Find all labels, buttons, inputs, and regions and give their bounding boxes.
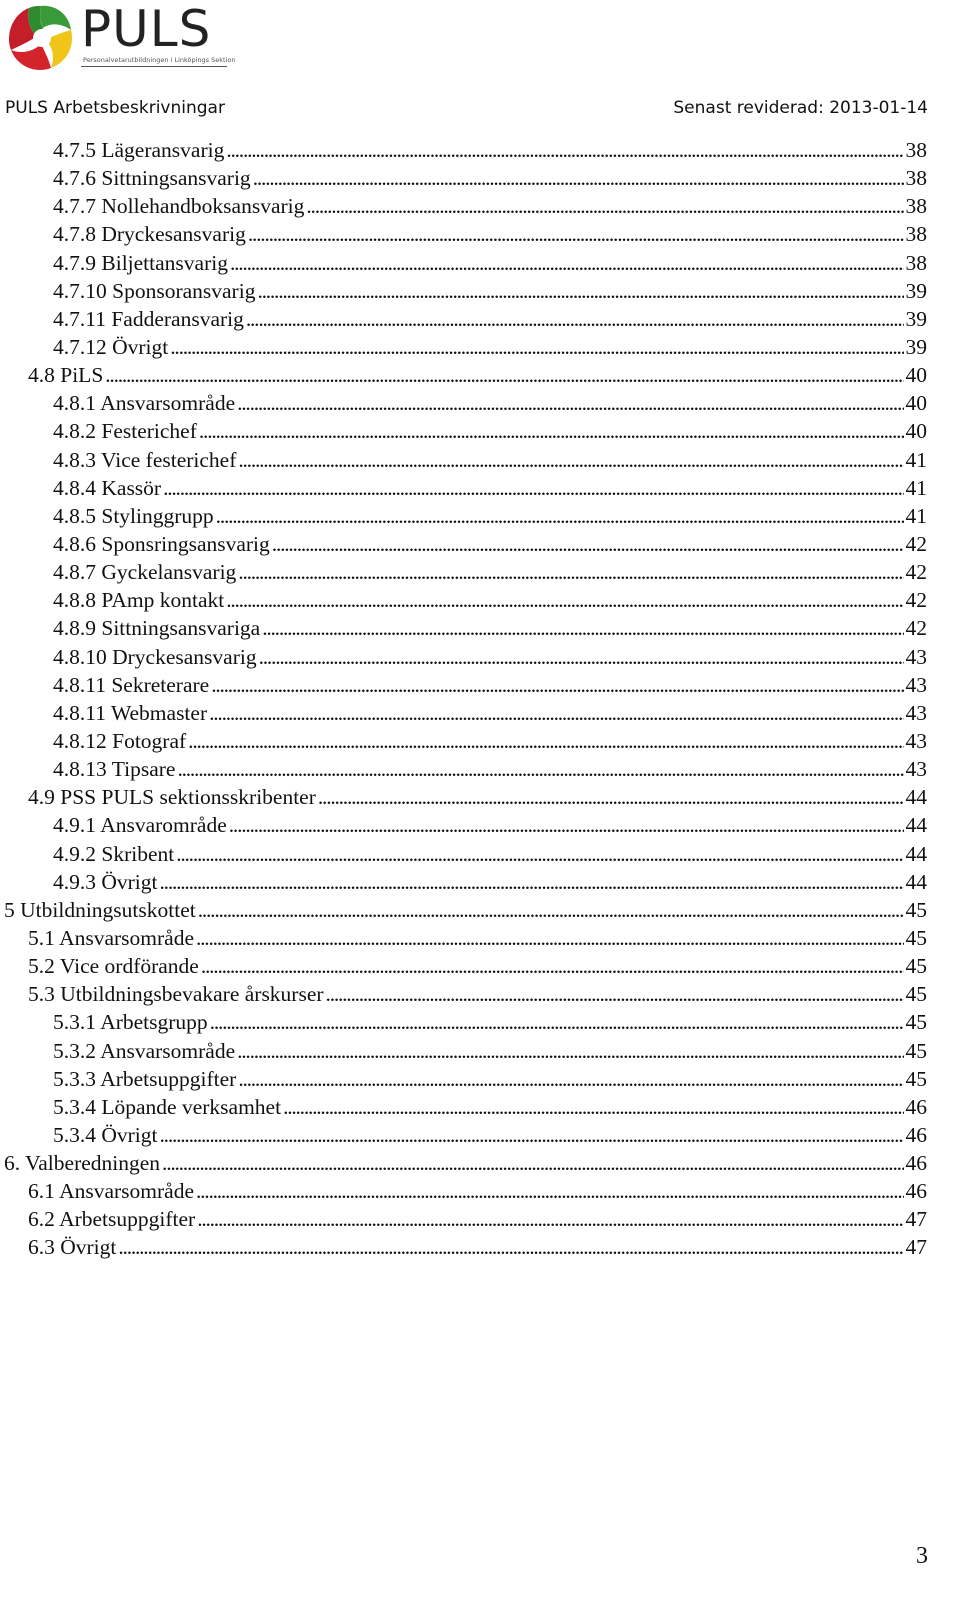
toc-dot-leader (176, 842, 903, 867)
toc-entry-page: 45 (905, 897, 927, 922)
toc-entry[interactable] (0, 194, 927, 222)
toc-entry-page: 45 (905, 1038, 927, 1063)
puls-logo-mark-icon (3, 0, 77, 74)
toc-entry-page: 47 (905, 1235, 927, 1260)
toc-dot-leader (253, 166, 904, 191)
toc-entry-title: 4.8.1 Ansvarsområde (53, 391, 236, 416)
toc-entry[interactable] (0, 222, 927, 250)
toc-dot-leader (196, 926, 904, 951)
page-number: 3 (916, 1543, 928, 1569)
toc-dot-leader (262, 616, 903, 641)
toc-entry[interactable] (0, 616, 927, 644)
toc-entry-title: 4.8.2 Festerichef (53, 419, 197, 444)
toc-dot-leader (197, 1207, 903, 1232)
toc-dot-leader (209, 701, 903, 726)
toc-entry-title: 5.3.3 Arbetsuppgifter (53, 1066, 237, 1091)
toc-entry-title: 5.3.1 Arbetsgrupp (53, 1010, 208, 1035)
toc-entry-page: 43 (905, 757, 927, 782)
toc-entry[interactable] (0, 532, 927, 560)
toc-entry-page: 41 (905, 475, 927, 500)
toc-entry[interactable] (0, 251, 927, 279)
logo-subtitle: Personalvetarutbildningen i Linköpings Sektion (83, 56, 236, 64)
toc-dot-leader (201, 954, 904, 979)
logo-divider (81, 66, 227, 67)
toc-dot-leader (306, 194, 903, 219)
toc-dot-leader (160, 1123, 904, 1148)
toc-entry-title: 4.7.6 Sittningsansvarig (53, 166, 251, 191)
toc-entry-page: 46 (905, 1094, 927, 1119)
toc-dot-leader (216, 504, 904, 529)
toc-entry-page: 38 (905, 222, 927, 247)
toc-entry-title: 4.8 PiLS (28, 363, 104, 388)
toc-dot-leader (238, 448, 903, 473)
toc-entry-page: 45 (905, 1010, 927, 1035)
toc-dot-leader (162, 1151, 903, 1176)
toc-dot-leader (226, 588, 903, 613)
toc-entry-title: 4.8.11 Webmaster (53, 700, 208, 725)
toc-entry[interactable] (0, 842, 927, 870)
toc-entry-title: 4.8.12 Fotograf (53, 728, 187, 753)
toc-entry-title: 5.3.4 Löpande verksamhet (53, 1094, 282, 1119)
toc-entry-page: 43 (905, 728, 927, 753)
toc-entry-title: 5.3.4 Övrigt (53, 1122, 158, 1147)
toc-entry-title: 4.8.13 Tipsare (53, 757, 176, 782)
toc-entry-title: 5.2 Vice ordförande (28, 954, 199, 979)
toc-entry[interactable] (0, 954, 927, 982)
toc-entry-page: 38 (905, 166, 927, 191)
toc-entry[interactable] (0, 476, 927, 504)
toc-entry-title: 4.9 PSS PULS sektionsskribenter (28, 785, 316, 810)
toc-dot-leader (259, 645, 904, 670)
toc-entry[interactable] (0, 504, 927, 532)
toc-entry[interactable] (0, 307, 927, 335)
toc-entry-title: 4.8.7 Gyckelansvarig (53, 560, 237, 585)
toc-entry-title: 4.8.8 PAmp kontakt (53, 588, 225, 613)
document-title: PULS Arbetsbeskrivningar (5, 98, 225, 118)
toc-entry[interactable] (0, 757, 927, 785)
toc-entry-page: 46 (905, 1179, 927, 1204)
toc-entry-title: 4.9.1 Ansvarområde (53, 813, 227, 838)
toc-entry-title: 4.9.3 Övrigt (53, 869, 158, 894)
toc-dot-leader (257, 279, 903, 304)
toc-entry-title: 4.8.6 Sponsringsansvarig (53, 531, 270, 556)
toc-entry[interactable] (0, 166, 927, 194)
toc-entry-page: 46 (905, 1151, 927, 1176)
toc-entry[interactable] (0, 926, 927, 954)
toc-entry[interactable] (0, 419, 927, 447)
toc-entry-page: 39 (905, 334, 927, 359)
toc-dot-leader (326, 982, 904, 1007)
toc-dot-leader (177, 757, 903, 782)
toc-entry[interactable] (0, 1151, 927, 1179)
toc-entry-title: 4.8.3 Vice festerichef (53, 447, 237, 472)
toc-entry[interactable] (0, 898, 927, 926)
toc-dot-leader (163, 476, 903, 501)
toc-dot-leader (237, 391, 903, 416)
toc-dot-leader (211, 673, 903, 698)
toc-entry-page: 40 (905, 391, 927, 416)
toc-dot-leader (198, 898, 904, 923)
toc-entry[interactable] (0, 1179, 927, 1207)
toc-entry-title: 6.2 Arbetsuppgifter (28, 1207, 196, 1232)
toc-entry-page: 47 (905, 1207, 927, 1232)
toc-entry-title: 5.3.2 Ansvarsområde (53, 1038, 236, 1063)
toc-entry[interactable] (0, 645, 927, 673)
toc-entry-page: 44 (905, 869, 927, 894)
toc-dot-leader (229, 813, 904, 838)
toc-entry-page: 39 (905, 278, 927, 303)
table-of-contents (0, 138, 960, 1264)
puls-logo (3, 0, 236, 74)
toc-entry-page: 45 (905, 982, 927, 1007)
toc-entry-title: 4.7.7 Nollehandboksansvarig (53, 194, 305, 219)
toc-dot-leader (188, 729, 903, 754)
toc-entry-title: 6. Valberedningen (4, 1151, 161, 1176)
toc-entry-title: 4.8.5 Stylinggrupp (53, 503, 214, 528)
toc-dot-leader (210, 1010, 904, 1035)
toc-entry-page: 43 (905, 672, 927, 697)
toc-dot-leader (283, 1095, 903, 1120)
toc-entry-page: 40 (905, 419, 927, 444)
toc-entry-page: 42 (905, 588, 927, 613)
toc-entry[interactable] (0, 1235, 927, 1263)
toc-entry-title: 4.7.11 Fadderansvarig (53, 306, 244, 331)
toc-entry[interactable] (0, 785, 927, 813)
toc-entry-page: 38 (905, 138, 927, 162)
toc-entry[interactable] (0, 701, 927, 729)
toc-entry-page: 44 (905, 813, 927, 838)
toc-entry-title: 6.3 Övrigt (28, 1235, 117, 1260)
toc-entry[interactable] (0, 279, 927, 307)
toc-dot-leader (246, 307, 904, 332)
toc-dot-leader (170, 335, 903, 360)
toc-entry[interactable] (0, 1010, 927, 1038)
toc-dot-leader (237, 1039, 903, 1064)
toc-entry[interactable] (0, 448, 927, 476)
toc-entry-title: 4.7.9 Biljettansvarig (53, 250, 228, 275)
toc-dot-leader (248, 222, 904, 247)
toc-entry-title: 4.8.4 Kassör (53, 475, 162, 500)
toc-entry[interactable] (0, 1207, 927, 1235)
toc-dot-leader (226, 138, 903, 163)
toc-entry[interactable] (0, 1095, 927, 1123)
toc-entry[interactable] (0, 335, 927, 363)
toc-dot-leader (238, 560, 903, 585)
toc-entry-page: 42 (905, 616, 927, 641)
toc-dot-leader (199, 419, 904, 444)
toc-entry-page: 45 (905, 954, 927, 979)
toc-entry-title: 4.8.11 Sekreterare (53, 672, 210, 697)
toc-entry-title: 6.1 Ansvarsområde (28, 1179, 194, 1204)
toc-entry[interactable] (0, 673, 927, 701)
toc-entry-page: 43 (905, 700, 927, 725)
toc-entry[interactable] (0, 560, 927, 588)
toc-entry-title: 4.7.8 Dryckesansvarig (53, 222, 246, 247)
toc-dot-leader (230, 251, 904, 276)
toc-entry[interactable] (0, 391, 927, 419)
toc-entry-title: 4.9.2 Skribent (53, 841, 175, 866)
toc-entry-page: 45 (905, 925, 927, 950)
logo-wordmark: PULS (81, 0, 212, 58)
toc-entry[interactable] (0, 588, 927, 616)
toc-dot-leader (196, 1179, 904, 1204)
toc-entry-title: 4.7.5 Lägeransvarig (53, 138, 225, 162)
toc-entry[interactable] (0, 813, 927, 841)
toc-entry-page: 39 (905, 306, 927, 331)
toc-entry-page: 42 (905, 560, 927, 585)
toc-entry-title: 5.3 Utbildningsbevakare årskurser (28, 982, 324, 1007)
toc-dot-leader (238, 1067, 903, 1092)
toc-entry[interactable] (0, 1039, 927, 1067)
toc-dot-leader (160, 870, 904, 895)
revision-date: Senast reviderad: 2013-01-14 (673, 98, 928, 118)
toc-entry[interactable] (0, 870, 927, 898)
toc-entry-page: 44 (905, 841, 927, 866)
toc-entry-page: 44 (905, 785, 927, 810)
toc-entry[interactable] (0, 729, 927, 757)
toc-entry-page: 43 (905, 644, 927, 669)
toc-entry-page: 45 (905, 1066, 927, 1091)
toc-entry-page: 42 (905, 531, 927, 556)
toc-entry-page: 46 (905, 1122, 927, 1147)
toc-dot-leader (105, 363, 903, 388)
toc-dot-leader (318, 785, 904, 810)
toc-entry[interactable] (0, 1067, 927, 1095)
toc-entry[interactable] (0, 982, 927, 1010)
toc-entry-title: 4.7.10 Sponsoransvarig (53, 278, 256, 303)
toc-entry-title: 4.8.9 Sittningsansvariga (53, 616, 261, 641)
toc-dot-leader (272, 532, 904, 557)
toc-entry-title: 5 Utbildningsutskottet (4, 897, 196, 922)
toc-entry-page: 38 (905, 250, 927, 275)
toc-entry-title: 5.1 Ansvarsområde (28, 925, 194, 950)
toc-entry[interactable] (0, 1123, 927, 1151)
toc-entry-page: 41 (905, 503, 927, 528)
toc-dot-leader (118, 1235, 903, 1260)
toc-entry[interactable] (0, 138, 927, 166)
toc-entry[interactable] (0, 363, 927, 391)
toc-entry-title: 4.8.10 Dryckesansvarig (53, 644, 257, 669)
toc-entry-page: 40 (905, 363, 927, 388)
toc-entry-page: 41 (905, 447, 927, 472)
toc-entry-title: 4.7.12 Övrigt (53, 334, 169, 359)
toc-entry-page: 38 (905, 194, 927, 219)
